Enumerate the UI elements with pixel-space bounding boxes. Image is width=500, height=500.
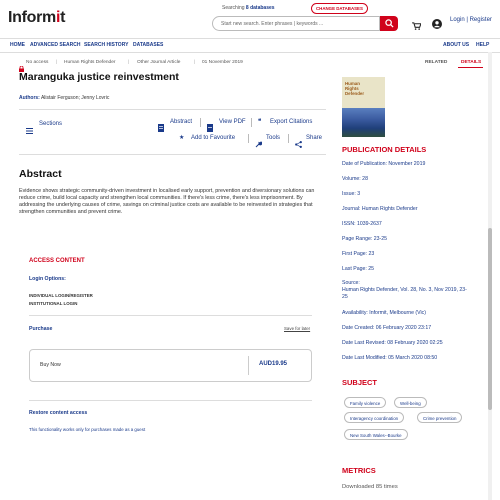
meta-journal[interactable]: Human Rights Defender <box>64 60 116 65</box>
add-to-favourite-button[interactable]: Add to Favourite <box>191 135 236 141</box>
sections-button[interactable]: Sections <box>39 121 63 127</box>
meta-separator: | <box>194 60 196 65</box>
subject-heading: SUBJECT <box>342 378 378 387</box>
meta-separator: | <box>128 60 130 65</box>
abstract-text: Evidence shows strategic community-driven investment in localised early support, prevention and diversionary solutions can reduce crime, build local capacity and strengthen local communities. If there's less crime, there's less imprisonment. By addressing the underlying causes of crime, savings on criminal justice costs are available to be reinvested in strategies that strengthen communities and prevent crime. <box>19 188 315 215</box>
access-content-heading: ACCESS CONTENT <box>29 258 85 264</box>
change-databases-button[interactable]: CHANGE DATABASES <box>311 3 368 14</box>
searching-status <box>222 5 275 11</box>
actions-top-divider <box>19 109 326 110</box>
page-range: Page Range: 23-25 <box>342 236 387 242</box>
cover-title <box>345 81 364 96</box>
cover-title-line: Defender <box>345 91 365 96</box>
restore-note: This functionality works only for purchases made as a guest <box>29 427 146 432</box>
tab-related[interactable]: RELATED <box>425 60 448 65</box>
database-count: 8 databases <box>245 5 275 11</box>
nav-search-history[interactable]: SEARCH HISTORY <box>84 42 129 48</box>
informit-logo[interactable] <box>8 9 65 27</box>
searching-prefix: Searching <box>222 5 245 11</box>
tab-active-indicator <box>458 67 483 68</box>
logo-accent-letter: i <box>55 9 61 26</box>
subject-tag[interactable]: Crime prevention <box>417 412 462 423</box>
issue: Issue: 3 <box>342 191 361 197</box>
nav-advanced-search[interactable]: ADVANCED SEARCH <box>30 42 81 48</box>
tools-button[interactable]: Tools <box>266 135 281 141</box>
volume: Volume: 28 <box>342 176 368 182</box>
source-value: Human Rights Defender, Vol. 28, No. 3, Nov 2019, 23-25 <box>342 287 467 300</box>
action-separator <box>200 118 201 127</box>
subject-tag[interactable]: New South Wales--Bourke <box>344 429 408 440</box>
date-created: Date Created: 06 February 2020 23:17 <box>342 325 432 331</box>
user-icon[interactable] <box>432 16 442 34</box>
buy-now-label[interactable]: Buy Now <box>40 362 61 368</box>
action-separator <box>251 118 252 127</box>
date-last-modified: Date Last Modified: 05 March 2020 08:50 <box>342 355 438 361</box>
login-register-link[interactable]: Login | Register <box>450 17 492 23</box>
article-title: Maranguka justice reinvestment <box>19 71 179 83</box>
date-of-publication: Date of Publication: November 2019 <box>342 161 426 167</box>
subject-tag[interactable]: Interagency coordination <box>344 412 404 423</box>
quote-icon: ❝ <box>258 119 262 125</box>
wrench-icon <box>255 135 262 153</box>
individual-login-link[interactable]: INDIVIDUAL LOGIN/REGISTER <box>29 293 93 298</box>
action-separator <box>288 134 289 143</box>
nav-databases[interactable]: DATABASES <box>133 42 164 48</box>
first-page: First Page: 23 <box>342 251 375 257</box>
last-page: Last Page: 25 <box>342 266 375 272</box>
nav-help[interactable]: HELP <box>476 42 490 48</box>
restore-access-heading[interactable]: Restore content access <box>29 410 88 416</box>
search-input[interactable]: Start new search. Enter phrases | keywords ... <box>212 16 380 31</box>
availability: Availability: Informit, Melbourne (Vic) <box>342 310 426 316</box>
buy-separator <box>248 356 249 375</box>
institutional-login-link[interactable]: INSTITUTIONAL LOGIN <box>29 301 78 306</box>
subject-tag[interactable]: Family violence <box>344 397 386 408</box>
issn: ISSN: 1039-2637 <box>342 221 382 227</box>
abstract-link[interactable]: Abstract <box>170 119 193 125</box>
nav-home[interactable]: HOME <box>10 42 25 48</box>
access-divider <box>29 315 312 316</box>
restore-divider <box>29 400 312 401</box>
tab-details[interactable]: DETAILS <box>461 60 482 65</box>
export-citations-button[interactable]: Export Citations <box>270 119 313 125</box>
actions-bottom-divider <box>19 154 326 155</box>
login-options-label: Login Options: <box>29 276 66 282</box>
authors <box>19 95 109 101</box>
abstract-heading: Abstract <box>19 168 62 180</box>
logo-text: Informit <box>8 9 66 26</box>
meta-separator: | <box>56 60 58 65</box>
date-last-revised: Date Last Revised: 08 February 2020 02:25 <box>342 340 443 346</box>
save-for-later-link[interactable]: Save for later <box>284 326 311 331</box>
search-button[interactable] <box>380 16 398 31</box>
cover-photo <box>342 108 385 137</box>
view-pdf-button[interactable]: View PDF <box>219 119 246 125</box>
download-count: Downloaded 85 times <box>342 484 398 490</box>
action-separator <box>248 134 249 143</box>
nav-divider <box>0 52 500 53</box>
journal-cover-image <box>342 77 385 137</box>
share-button[interactable]: Share <box>306 135 323 141</box>
authors-label: Authors: <box>19 95 40 101</box>
purchase-label: Purchase <box>29 326 53 332</box>
cover-title-line: Rights <box>345 86 359 91</box>
abstract-icon <box>158 119 164 137</box>
journal: Journal: Human Rights Defender <box>342 206 418 212</box>
authors-names: Alistair Ferguson; Jenny Lovric <box>40 95 110 101</box>
sections-icon <box>26 121 33 139</box>
subject-tag[interactable]: Well-being <box>394 397 427 408</box>
nav-about-us[interactable]: ABOUT US <box>443 42 470 48</box>
cart-icon[interactable] <box>412 17 421 35</box>
scrollbar-thumb[interactable] <box>488 228 492 410</box>
source-label: Source: <box>342 280 360 286</box>
search-icon <box>385 19 394 28</box>
access-status: No access <box>26 60 49 65</box>
metrics-heading: METRICS <box>342 466 376 475</box>
publication-details-heading: PUBLICATION DETAILS <box>342 145 427 154</box>
cover-title-line: Human <box>345 81 360 86</box>
meta-date: 01 November 2019 <box>202 60 243 65</box>
meta-type: Other Journal Article <box>137 60 181 65</box>
header-divider <box>0 38 500 39</box>
price: AUD19.95 <box>259 361 288 367</box>
share-icon <box>295 135 302 153</box>
star-icon: ★ <box>179 135 185 141</box>
